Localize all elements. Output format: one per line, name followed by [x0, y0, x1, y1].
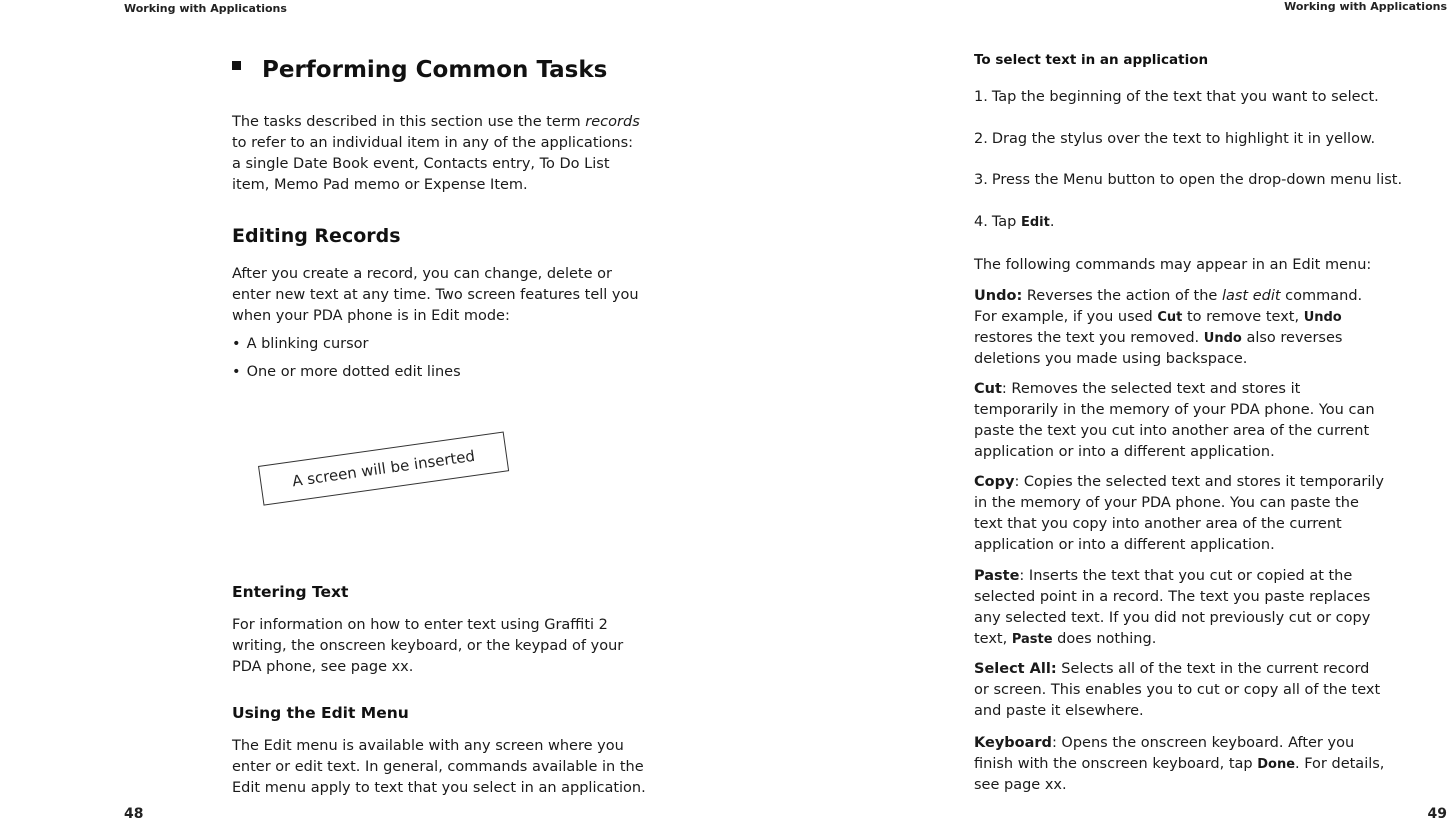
editing-line: After you create a record, you can change, delete or	[232, 266, 612, 282]
paste-text: text,	[974, 631, 1012, 647]
keyboard-text: finish with the onscreen keyboard, tap	[974, 756, 1258, 772]
running-header-left: Working with Applications	[124, 2, 287, 15]
cut-term: Cut	[974, 381, 1002, 397]
select-all-text: Selects all of the text in the current record	[1056, 661, 1370, 677]
page-number-right: 49	[1427, 806, 1447, 822]
keyboard-text: see page xx.	[974, 777, 1067, 793]
cut-definition	[974, 379, 1375, 463]
edit-menu-heading: Using the Edit Menu	[232, 704, 409, 722]
intro-line: to refer to an individual item in any of the applications:	[232, 135, 634, 151]
step-text: .	[1049, 214, 1055, 230]
intro-text-1: The tasks described in this section use the term	[232, 114, 586, 130]
cut-text: application or into a different application.	[974, 444, 1275, 460]
undo-text: For example, if you used	[974, 309, 1158, 325]
keyboard-text: : Opens the onscreen keyboard. After you	[1051, 735, 1355, 751]
paste-text: : Inserts the text that you cut or copied at the	[1019, 568, 1353, 584]
undo-emphasis: last edit	[1221, 288, 1281, 304]
entering-line: writing, the onscreen keyboard, or the keypad of your	[232, 638, 624, 654]
select-all-text: or screen. This enables you to cut or copy all of the text	[974, 682, 1381, 698]
copy-text: text that you copy into another area of the current	[974, 516, 1342, 532]
undo-text: also reverses	[1241, 330, 1343, 346]
step-3	[974, 170, 1402, 191]
undo-text: restores the text you removed.	[974, 330, 1204, 346]
edit-menu-paragraph	[232, 736, 646, 799]
step-1	[974, 87, 1379, 108]
section-title-text: Performing Common Tasks	[262, 57, 608, 83]
undo-definition	[974, 286, 1362, 370]
edit-keyword: Edit	[1021, 215, 1050, 230]
select-text-heading: To select text in an application	[974, 52, 1209, 68]
step-number: 3.	[974, 172, 988, 188]
keyboard-definition	[974, 733, 1384, 796]
paste-text: any selected text. If you did not previously cut or copy	[974, 610, 1371, 626]
entering-text-heading: Entering Text	[232, 583, 349, 601]
step-text: Drag the stylus over the text to highlight it in yellow.	[991, 131, 1376, 147]
entering-line: PDA phone, see page xx.	[232, 659, 414, 675]
editing-paragraph	[232, 264, 639, 327]
entering-paragraph	[232, 615, 623, 678]
edit-menu-line: Edit menu apply to text that you select in an application.	[232, 780, 646, 796]
step-4	[974, 212, 1054, 233]
square-bullet-icon	[232, 61, 241, 70]
editing-line: when your PDA phone is in Edit mode:	[232, 308, 510, 324]
copy-term: Copy	[974, 474, 1015, 490]
copy-definition	[974, 472, 1384, 556]
commands-intro: The following commands may appear in an Edit menu:	[974, 257, 1372, 273]
page-number-left: 48	[124, 806, 144, 822]
copy-text: application or into a different application.	[974, 537, 1275, 553]
undo-text: Reverses the action of the	[1022, 288, 1222, 304]
paste-definition	[974, 566, 1370, 650]
undo-text: deletions you made using backspace.	[974, 351, 1248, 367]
intro-paragraph	[232, 112, 640, 196]
keyboard-text: . For details,	[1295, 756, 1385, 772]
cut-text: temporarily in the memory of your PDA phone. You can	[974, 402, 1375, 418]
bullet-item: • A blinking cursor	[232, 334, 368, 355]
copy-text: : Copies the selected text and stores it temporarily	[1014, 474, 1384, 490]
paste-text: selected point in a record. The text you paste replaces	[974, 589, 1371, 605]
done-keyword: Done	[1257, 757, 1296, 772]
intro-line: item, Memo Pad memo or Expense Item.	[232, 177, 528, 193]
step-number: 1.	[974, 89, 988, 105]
select-all-term: Select All:	[974, 661, 1057, 677]
step-2	[974, 129, 1375, 150]
step-number: 4.	[974, 214, 988, 230]
intro-line: a single Date Book event, Contacts entry, To Do List	[232, 156, 610, 172]
cut-text: paste the text you cut into another area of the current	[974, 423, 1370, 439]
intro-emphasis: records	[585, 114, 640, 130]
step-text: Press the Menu button to open the drop-down menu list.	[991, 172, 1403, 188]
edit-menu-line: The Edit menu is available with any screen where you	[232, 738, 624, 754]
step-number: 2.	[974, 131, 988, 147]
placeholder-text: A screen will be inserted	[291, 446, 477, 491]
entering-line: For information on how to enter text using Graffiti 2	[232, 617, 608, 633]
undo-term: Undo:	[974, 288, 1023, 304]
copy-text: in the memory of your PDA phone. You can paste the	[974, 495, 1359, 511]
running-header-right: Working with Applications	[1284, 0, 1447, 13]
select-all-definition	[974, 659, 1380, 722]
step-text: Tap	[991, 214, 1021, 230]
screen-placeholder-stamp	[258, 431, 509, 505]
editing-line: enter new text at any time. Two screen features tell you	[232, 287, 639, 303]
bullet-item: • One or more dotted edit lines	[232, 362, 461, 383]
edit-menu-line: enter or edit text. In general, commands available in the	[232, 759, 644, 775]
select-all-text: and paste it elsewhere.	[974, 703, 1144, 719]
keyboard-term: Keyboard	[974, 735, 1052, 751]
paste-term: Paste	[974, 568, 1020, 584]
editing-records-heading: Editing Records	[232, 225, 401, 247]
step-text: Tap the beginning of the text that you want to select.	[991, 89, 1379, 105]
undo-keyword: Undo	[1303, 310, 1342, 325]
undo-keyword: Undo	[1203, 331, 1242, 346]
cut-keyword: Cut	[1157, 310, 1183, 325]
paste-keyword: Paste	[1011, 632, 1053, 647]
section-title	[232, 57, 607, 83]
cut-text: : Removes the selected text and stores it	[1001, 381, 1301, 397]
undo-text: command.	[1280, 288, 1363, 304]
paste-text: does nothing.	[1052, 631, 1157, 647]
undo-text: to remove text,	[1182, 309, 1304, 325]
